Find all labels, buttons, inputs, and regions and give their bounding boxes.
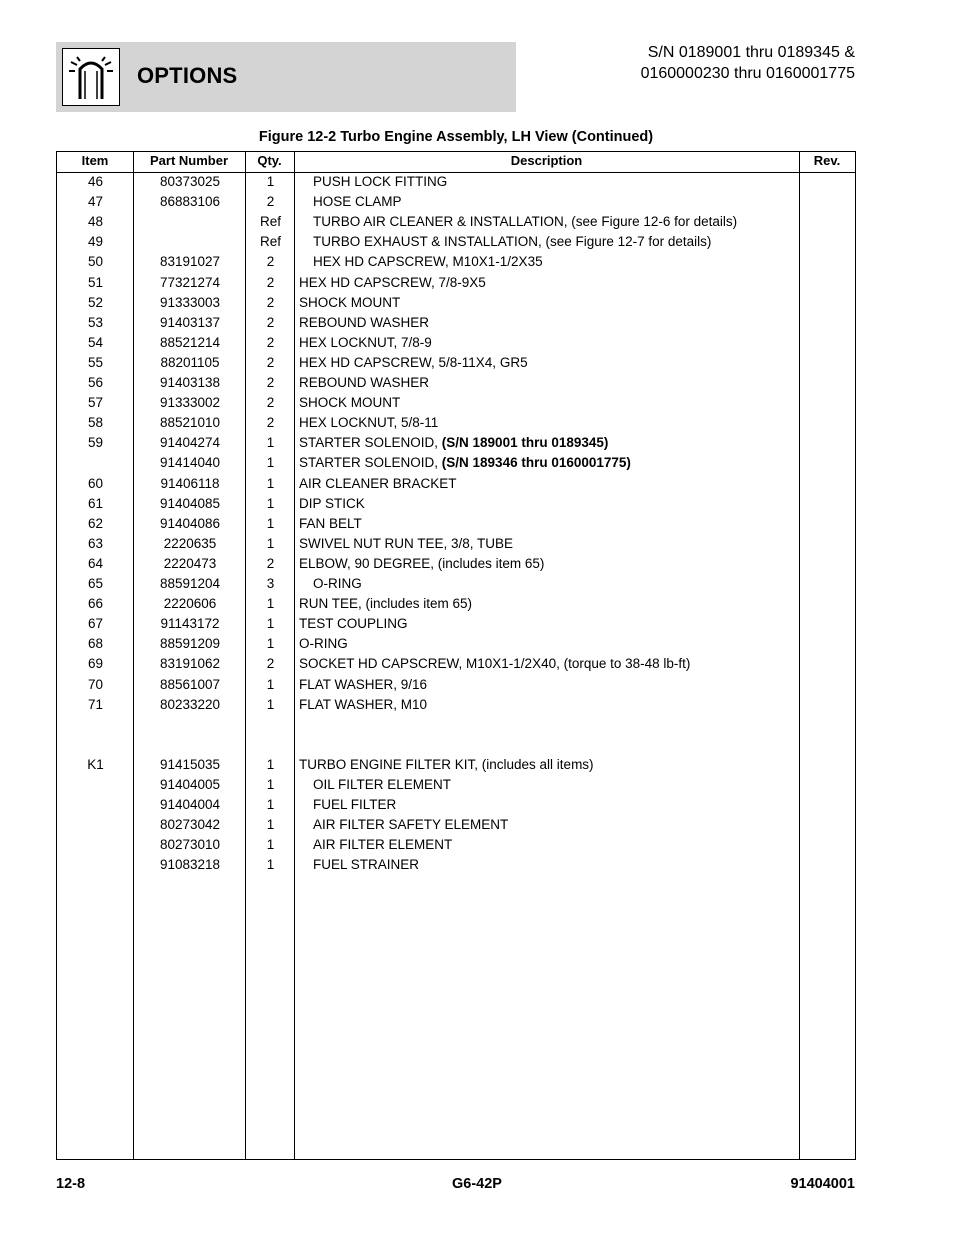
section-title: OPTIONS — [137, 63, 238, 88]
item-number: 70 — [87, 676, 104, 692]
quantity: 3 — [266, 576, 275, 591]
item-number: 63 — [87, 535, 104, 551]
description-text: TEST COUPLING — [299, 616, 408, 632]
part-number: 91403138 — [159, 375, 221, 390]
description-text: STARTER SOLENOID, — [299, 435, 442, 451]
item-number: 64 — [87, 555, 104, 571]
quantity: 2 — [266, 254, 275, 270]
item-number: 55 — [87, 354, 104, 370]
column-header-part-number: Part Number — [149, 153, 229, 168]
column-header-qty: Qty. — [257, 153, 282, 168]
table-row — [57, 194, 855, 214]
description — [313, 777, 451, 792]
quantity: 1 — [266, 535, 275, 551]
table-row — [57, 717, 855, 737]
description-text: AIR CLEANER BRACKET — [299, 475, 457, 491]
item-number: 60 — [87, 475, 104, 491]
part-number: 91333003 — [159, 294, 221, 310]
description-text: O-RING — [299, 636, 348, 652]
part-number: 91414040 — [159, 455, 221, 471]
description — [299, 616, 408, 631]
description — [299, 275, 486, 290]
part-number: 91403137 — [159, 314, 221, 330]
description-text: HOSE CLAMP — [313, 194, 402, 210]
description — [313, 214, 737, 229]
quantity: 2 — [266, 334, 275, 350]
quantity: 1 — [266, 455, 275, 471]
quantity: 2 — [266, 415, 275, 431]
table-row — [57, 817, 855, 837]
part-number: 88521214 — [159, 334, 221, 350]
part-number: 91333002 — [159, 395, 221, 411]
description-text: TURBO EXHAUST & INSTALLATION, (see Figure 12-7 for details) — [313, 234, 712, 250]
description — [299, 375, 429, 390]
description — [299, 697, 427, 712]
table-row — [57, 415, 855, 435]
table-row — [57, 536, 855, 556]
description-text: FUEL STRAINER — [313, 857, 420, 873]
description-text: TURBO ENGINE FILTER KIT, (includes all items) — [299, 756, 594, 772]
item-number: 62 — [87, 515, 104, 531]
description-text: FAN BELT — [299, 515, 362, 531]
part-number: 2220473 — [163, 555, 217, 571]
table-row — [57, 214, 855, 234]
quantity: 1 — [266, 837, 275, 853]
quantity: 2 — [266, 314, 275, 330]
column-header-description: Description — [510, 153, 583, 168]
table-row — [57, 556, 855, 576]
description — [299, 596, 472, 611]
description-text: STARTER SOLENOID, — [299, 455, 442, 471]
part-number: 80273042 — [159, 817, 221, 833]
description — [299, 295, 400, 310]
description-text: AIR FILTER SAFETY ELEMENT — [313, 817, 509, 833]
description-text: SHOCK MOUNT — [299, 294, 401, 310]
table-row — [57, 777, 855, 797]
quantity: 1 — [266, 756, 275, 772]
description-text: OIL FILTER ELEMENT — [313, 777, 452, 792]
table-row — [57, 697, 855, 717]
description — [299, 757, 594, 772]
table-row — [57, 677, 855, 697]
table-row — [57, 797, 855, 817]
column-header-item: Item — [81, 153, 109, 168]
quantity: 1 — [266, 435, 275, 451]
serial-note: (S/N 189346 thru 0160001775) — [441, 455, 631, 471]
description — [313, 817, 508, 832]
description — [299, 636, 348, 651]
quantity: 1 — [266, 596, 275, 612]
table-row — [57, 335, 855, 355]
description — [313, 797, 396, 812]
quantity: 2 — [266, 375, 275, 390]
description-text: SWIVEL NUT RUN TEE, 3/8, TUBE — [299, 535, 514, 551]
quantity: 2 — [266, 274, 275, 290]
item-number: 67 — [87, 616, 104, 632]
item-number: 47 — [87, 194, 104, 210]
description-text: HEX HD CAPSCREW, M10X1-1/2X35 — [313, 254, 543, 270]
quantity: 1 — [266, 676, 275, 692]
header-divider — [57, 172, 855, 173]
quantity: 1 — [266, 174, 275, 189]
description-text: SHOCK MOUNT — [299, 395, 401, 411]
description — [299, 496, 365, 511]
description-text: HEX HD CAPSCREW, 7/8-9X5 — [299, 274, 486, 290]
description — [299, 677, 427, 692]
table-row — [57, 375, 855, 395]
item-number: 52 — [87, 294, 104, 310]
item-number: 57 — [87, 395, 104, 411]
table-row — [57, 435, 855, 455]
part-number: 83191062 — [159, 656, 221, 672]
table-row — [57, 395, 855, 415]
description — [299, 435, 608, 450]
table-row — [57, 616, 855, 636]
quantity: 1 — [266, 817, 275, 833]
item-number: 69 — [87, 656, 104, 672]
part-number: 91143172 — [160, 616, 220, 632]
parts-table — [56, 151, 856, 1160]
part-number: 91404274 — [159, 435, 221, 451]
part-number: 88591204 — [159, 576, 221, 591]
part-number: 88591209 — [159, 636, 221, 652]
description — [313, 576, 362, 591]
part-number: 91083218 — [159, 857, 221, 873]
description — [313, 837, 452, 852]
part-number: 86883106 — [159, 194, 221, 210]
quantity: 1 — [266, 797, 275, 813]
serial-line-2: 0160000230 thru 0160001775 — [640, 65, 855, 82]
table-row — [57, 496, 855, 516]
item-number: 65 — [87, 576, 104, 591]
item-number: 71 — [87, 696, 104, 712]
description — [313, 234, 711, 249]
item-number: 56 — [87, 375, 104, 390]
description — [299, 355, 528, 370]
serial-line-1: S/N 0189001 thru 0189345 & — [647, 44, 855, 61]
part-number: 91415035 — [159, 756, 221, 772]
description — [313, 254, 543, 269]
options-icon — [62, 48, 120, 106]
description-text: FLAT WASHER, 9/16 — [299, 676, 428, 692]
description — [299, 536, 513, 551]
table-row — [57, 234, 855, 254]
part-number: 91406118 — [160, 475, 220, 491]
part-number: 77321274 — [159, 274, 221, 290]
description-text: TURBO AIR CLEANER & INSTALLATION, (see Figure 12-6 for details) — [313, 214, 738, 230]
item-number: 50 — [87, 254, 104, 270]
description-text: PUSH LOCK FITTING — [313, 174, 448, 189]
part-number: 2220606 — [163, 596, 217, 612]
table-row — [57, 455, 855, 475]
item-number: 53 — [87, 314, 104, 330]
quantity: Ref — [259, 234, 281, 250]
part-number: 88201105 — [160, 354, 220, 370]
description-text: SOCKET HD CAPSCREW, M10X1-1/2X40, (torque to 38-48 lb-ft) — [299, 656, 691, 672]
table-row — [57, 837, 855, 857]
quantity: 2 — [266, 354, 275, 370]
table-row — [57, 315, 855, 335]
description — [299, 315, 429, 330]
description — [313, 857, 419, 872]
item-number: 51 — [87, 274, 104, 290]
description-text: O-RING — [313, 576, 362, 591]
quantity: 1 — [266, 636, 275, 652]
quantity: 2 — [266, 294, 275, 310]
quantity: 1 — [266, 475, 275, 491]
quantity: 1 — [266, 696, 275, 712]
quantity: 1 — [266, 616, 275, 632]
quantity: 1 — [266, 857, 275, 873]
description — [299, 395, 400, 410]
description — [299, 516, 362, 531]
quantity: 2 — [266, 555, 275, 571]
table-row — [57, 757, 855, 777]
description-text: REBOUND WASHER — [299, 375, 430, 390]
description — [299, 556, 544, 571]
table-row — [57, 636, 855, 656]
table-row — [57, 254, 855, 274]
description — [313, 174, 447, 189]
table-row — [57, 656, 855, 676]
item-number: 61 — [87, 495, 104, 511]
part-number: 91404005 — [159, 777, 221, 792]
part-number: 88521010 — [159, 415, 221, 431]
item-number: 58 — [87, 415, 104, 431]
quantity: 1 — [266, 515, 275, 531]
item-number: 68 — [87, 636, 104, 652]
quantity: 2 — [266, 194, 275, 210]
item-number: 54 — [87, 334, 104, 350]
item-number: 46 — [87, 174, 104, 189]
item-number: 59 — [87, 435, 104, 451]
serial-range — [641, 42, 855, 84]
part-number: 80273010 — [159, 837, 221, 853]
part-number: 91404085 — [159, 495, 221, 511]
table-row — [57, 295, 855, 315]
description-text: ELBOW, 90 DEGREE, (includes item 65) — [299, 555, 545, 571]
item-number: K1 — [87, 756, 104, 772]
part-number: 80373025 — [159, 174, 221, 189]
model-number: G6-42P — [452, 1176, 502, 1192]
description — [299, 656, 690, 671]
document-number: 91404001 — [790, 1176, 855, 1192]
figure-title: Figure 12-2 Turbo Engine Assembly, LH View (Continued) — [258, 129, 654, 145]
serial-note: (S/N 189001 thru 0189345) — [441, 435, 609, 451]
description-text: HEX LOCKNUT, 7/8-9 — [299, 334, 432, 350]
table-row — [57, 355, 855, 375]
item-number: 66 — [87, 596, 104, 612]
table-row — [57, 576, 855, 596]
description-text: DIP STICK — [299, 495, 365, 511]
description-text: REBOUND WASHER — [299, 314, 430, 330]
quantity: Ref — [259, 214, 281, 230]
column-header-rev: Rev. — [813, 153, 841, 168]
table-row — [57, 275, 855, 295]
quantity: 1 — [266, 777, 275, 792]
part-number: 91404086 — [159, 515, 221, 531]
item-number: 49 — [87, 234, 104, 250]
page-number: 12-8 — [56, 1176, 86, 1192]
quantity: 2 — [266, 656, 275, 672]
part-number: 83191027 — [159, 254, 221, 270]
table-row — [57, 596, 855, 616]
description — [313, 194, 402, 209]
table-row — [57, 737, 855, 757]
table-row — [57, 174, 855, 194]
quantity: 2 — [266, 395, 275, 411]
description — [299, 415, 438, 430]
quantity: 1 — [266, 495, 275, 511]
part-number: 2220635 — [163, 535, 217, 551]
part-number: 88561007 — [159, 676, 221, 692]
description — [299, 476, 457, 491]
item-number: 48 — [87, 214, 104, 230]
description-text: AIR FILTER ELEMENT — [313, 837, 453, 853]
table-row — [57, 476, 855, 496]
part-number: 91404004 — [159, 797, 221, 813]
table-row — [57, 516, 855, 536]
header-band — [56, 42, 516, 112]
description — [299, 335, 432, 350]
description-text: HEX HD CAPSCREW, 5/8-11X4, GR5 — [299, 354, 528, 370]
table-row — [57, 857, 855, 877]
description — [299, 455, 631, 470]
description-text: FLAT WASHER, M10 — [299, 696, 428, 712]
part-number: 80233220 — [159, 696, 221, 712]
description-text: RUN TEE, (includes item 65) — [299, 596, 473, 612]
description-text: HEX LOCKNUT, 5/8-11 — [299, 415, 439, 431]
description-text: FUEL FILTER — [313, 797, 397, 813]
